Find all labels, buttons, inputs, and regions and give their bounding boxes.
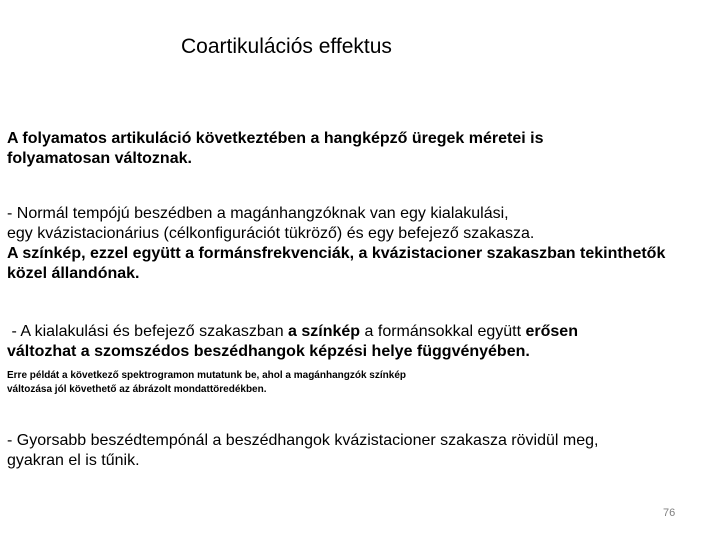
note-line-1: Erre példát a következő spektrogramon mutatunk be, ahol a magánhangzók színkép xyxy=(7,370,406,381)
transition-text-1: - A kialakulási és befejező szakaszban xyxy=(7,323,289,340)
slide-title: Coartikulációs effektus xyxy=(181,35,392,58)
transition-emphasis-spectrum: a színkép xyxy=(288,323,361,340)
fast-tempo-line-1: - Gyorsabb beszédtempónál a beszédhangok kvázistacioner szakasza rövidül meg, xyxy=(7,432,599,449)
transition-text-2: a formánsokkal együtt xyxy=(360,323,526,340)
normal-tempo-line-4: közel állandónak. xyxy=(7,265,140,282)
normal-tempo-line-1: - Normál tempójú beszédben a magánhangzóknak van egy kialakulási, xyxy=(7,205,509,222)
fast-tempo-line-2: gyakran el is tűnik. xyxy=(7,452,140,469)
intro-line-2: folyamatosan változnak. xyxy=(7,150,192,167)
transition-line-1 xyxy=(7,322,719,342)
transition-paragraph xyxy=(7,322,719,362)
spectrogram-note xyxy=(7,369,406,397)
normal-tempo-paragraph xyxy=(7,204,719,284)
normal-tempo-line-2: egy kvázistacionárius (célkonfigurációt tükröző) és egy befejező szakasza. xyxy=(7,225,535,242)
transition-emphasis-strongly: erősen xyxy=(525,323,578,340)
page-number: 76 xyxy=(663,507,676,519)
intro-paragraph xyxy=(7,129,719,169)
intro-line-1: A folyamatos artikuláció következtében a hangképző üregek méretei is xyxy=(7,130,544,147)
note-line-2: változása jól követhető az ábrázolt mondattöredékben. xyxy=(7,384,267,395)
normal-tempo-line-3: A színkép, ezzel együtt a formánsfrekvenciák, a kvázistacioner szakaszban tekinthetők xyxy=(7,245,666,262)
fast-tempo-paragraph xyxy=(7,431,719,471)
transition-line-2: változhat a szomszédos beszédhangok képzési helye függvényében. xyxy=(7,343,530,360)
